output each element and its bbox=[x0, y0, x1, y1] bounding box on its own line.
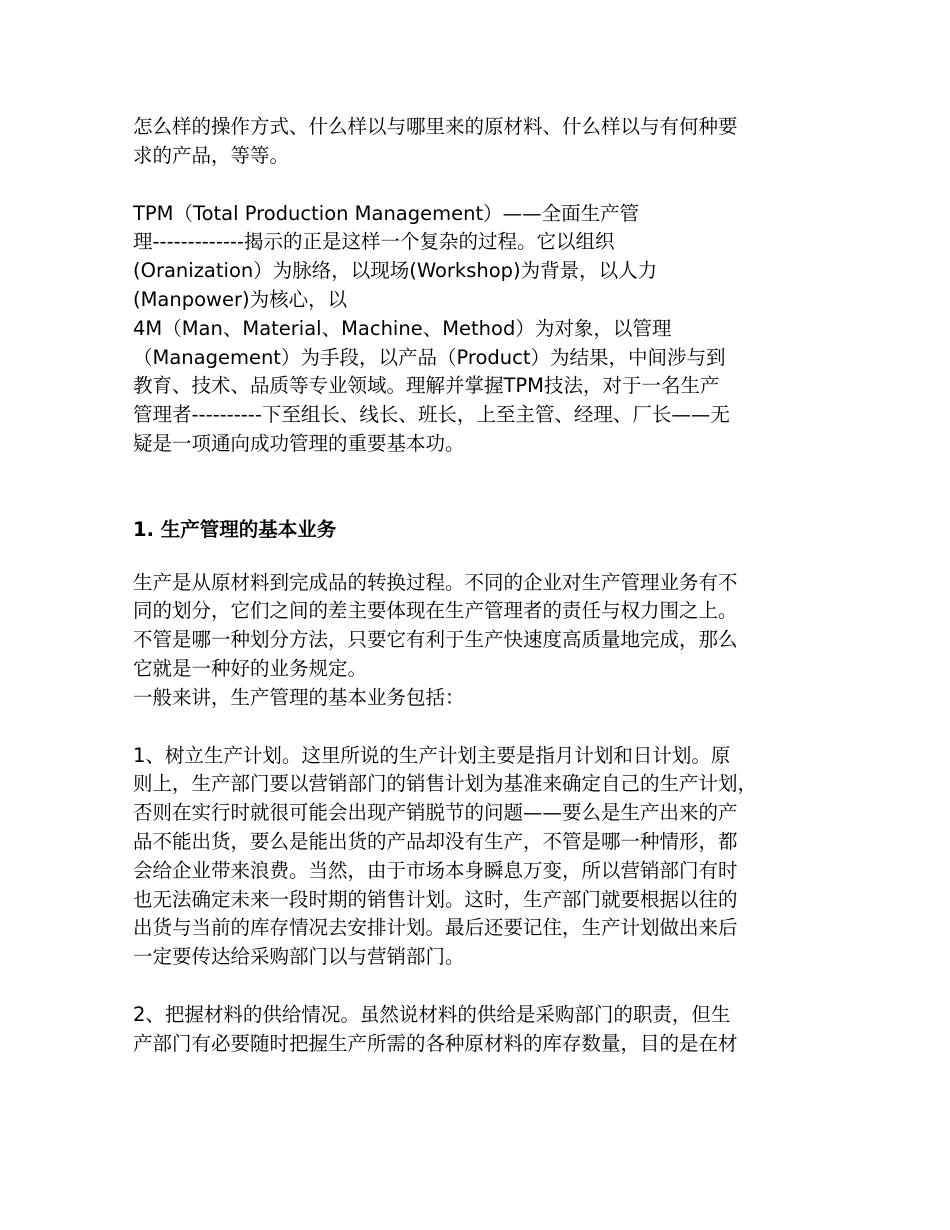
text-line: 也无法确定未来一段时期的销售计划。这时，生产部门就要根据以往的 bbox=[133, 887, 738, 911]
text-line: 疑是一项通向成功管理的重要基本功。 bbox=[133, 431, 465, 455]
text-line: 产部门有必要随时把握生产所需的各种原材料的库存数量，目的是在材 bbox=[133, 1031, 738, 1055]
text-line: 同的划分，它们之间的差主要体现在生产管理者的责任与权力围之上。 bbox=[133, 599, 738, 623]
text-line: 求的产品，等等。 bbox=[133, 143, 290, 167]
text-line: 管理者----------下至组长、线长、班长，上至主管、经理、厂长——无 bbox=[133, 403, 730, 427]
text-line: 1、树立生产计划。这里所说的生产计划主要是指月计划和日计划。原 bbox=[133, 743, 731, 767]
text-line: 出货与当前的库存情况去安排计划。最后还要记住，生产计划做出来后 bbox=[133, 916, 738, 940]
paragraph-spacer bbox=[133, 713, 823, 742]
text-line: 理-------------揭示的正是这样一个复杂的过程。它以组织 bbox=[133, 230, 615, 254]
text-line: 4M（Man、Material、Machine、Method）为对象，以管理 bbox=[133, 316, 672, 340]
text-line: 怎么样的操作方式、什么样以与哪里来的原材料、什么样以与有何种要 bbox=[133, 115, 738, 138]
text-line: 它就是一种好的业务规定。 bbox=[133, 656, 368, 680]
intro-paragraph bbox=[133, 113, 823, 171]
tpm-paragraph bbox=[133, 200, 823, 459]
text-line: 会给企业带来浪费。当然，由于市场本身瞬息万变，所以营销部门有时 bbox=[133, 858, 738, 882]
text-line: (Manpower)为核心，以 bbox=[133, 287, 348, 311]
text-line: TPM（Total Production Management）——全面生产管 bbox=[133, 201, 640, 225]
text-line: 一般来讲，生产管理的基本业务包括： bbox=[133, 685, 465, 709]
text-line: （Management）为手段，以产品（Product）为结果，中间涉与到 bbox=[133, 345, 726, 369]
text-line: (Oranization）为脉络，以现场(Workshop)为背景，以人力 bbox=[133, 259, 658, 283]
text-line: 生产是从原材料到完成品的转换过程。不同的企业对生产管理业务有不 bbox=[133, 570, 738, 594]
section-intro-paragraph bbox=[133, 569, 823, 713]
section-spacer bbox=[133, 459, 823, 516]
section-heading: 1. 生产管理的基本业务 bbox=[133, 517, 337, 541]
list-item-2 bbox=[133, 1001, 823, 1059]
text-line: 不管是哪一种划分方法，只要它有利于生产快速度高质量地完成，那么 bbox=[133, 628, 738, 652]
document-body bbox=[133, 113, 823, 1059]
list-item-1 bbox=[133, 742, 823, 972]
text-line: 否则在实行时就很可能会出现产销脱节的问题——要么是生产出来的产 bbox=[133, 801, 738, 825]
text-line: 一定要传达给采购部门以与营销部门。 bbox=[133, 945, 465, 969]
text-line: 品不能出货，要么是能出货的产品却没有生产，不管是哪一种情形，都 bbox=[133, 829, 738, 853]
section-spacer bbox=[133, 545, 823, 569]
text-line: 教育、技术、品质等专业领域。理解并掌握TPM技法，对于一名生产 bbox=[133, 374, 720, 398]
paragraph-spacer bbox=[133, 171, 823, 200]
paragraph-spacer bbox=[133, 972, 823, 1001]
text-line: 2、把握材料的供给情况。虽然说材料的供给是采购部门的职责，但生 bbox=[133, 1002, 731, 1026]
text-line: 则上，生产部门要以营销部门的销售计划为基准来确定自己的生产计划， bbox=[133, 772, 758, 796]
